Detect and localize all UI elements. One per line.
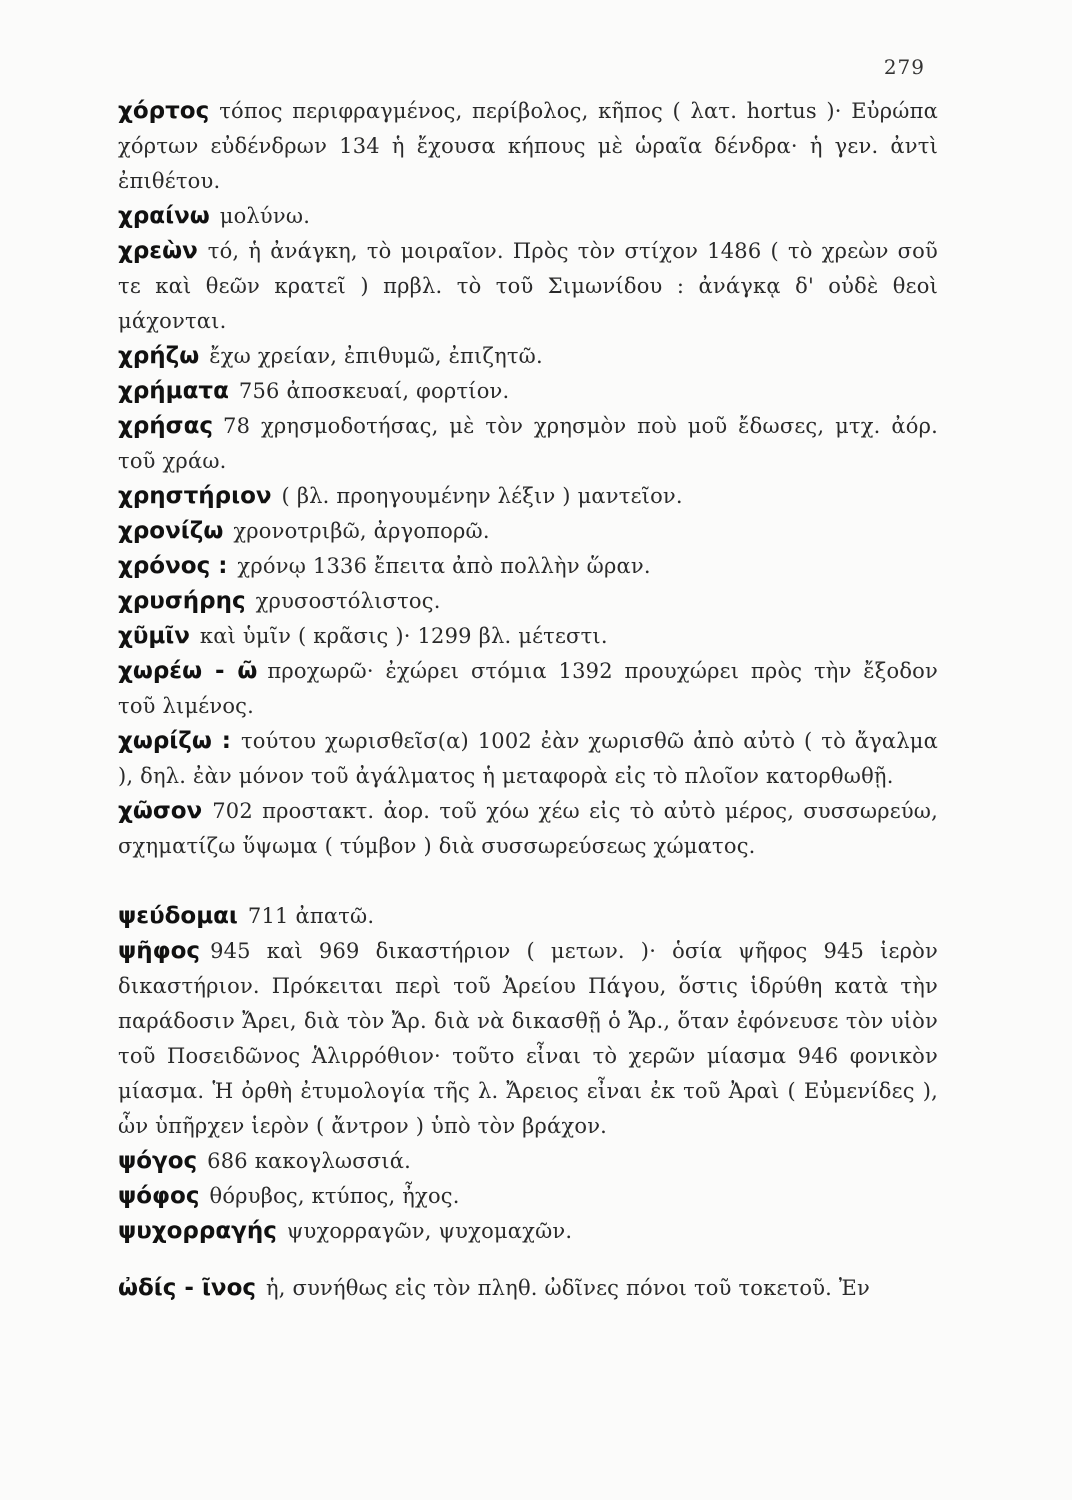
section-chi [118, 94, 938, 864]
headword: ψυχορραγής [118, 1218, 277, 1244]
headword: χρυσήρης [118, 588, 246, 614]
headword: χρήζω [118, 343, 200, 369]
headword: χρόνος : [118, 553, 228, 579]
definition: προχωρῶ· ἐχώρει στόμια 1392 προυχώρει πρὸς τὴν ἔξοδον τοῦ λιμένος. [118, 659, 938, 718]
entry-chronizo [118, 514, 938, 549]
entry-chrizo [118, 339, 938, 374]
headword: χῦμῖν [118, 623, 190, 649]
entry-choson [118, 794, 938, 864]
definition: χρονοτριβῶ, ἀργοπορῶ. [233, 519, 490, 543]
headword: ψόφος [118, 1183, 200, 1209]
entry-psephos [118, 934, 938, 1144]
section-gap [118, 864, 938, 899]
definition: τόπος περιφραγμένος, περίβολος, κῆπος ( λατ. hortus )· Εὐρώπα χόρτων εὐδένδρων 134 ἡ ἔχουσα κήπους μὲ ὡραῖα δένδρα· ἡ γεν. ἀντὶ ἐπιθέτου. [118, 99, 938, 193]
definition: 756 ἀποσκευαί, φορτίον. [238, 379, 510, 403]
entry-pseudomai [118, 899, 938, 934]
section-omega [118, 1271, 938, 1306]
page-number: 279 [883, 55, 925, 79]
entry-psychorrages [118, 1214, 938, 1249]
definition: χρόνῳ 1336 ἔπειτα ἀπὸ πολλὴν ὥραν. [237, 554, 651, 578]
headword: ψεύδομαι [118, 903, 238, 929]
headword: ψῆφος [118, 938, 201, 964]
definition: θόρυβος, κτύπος, ἦχος. [209, 1184, 460, 1208]
definition: τό, ἡ ἀνάγκη, τὸ μοιραῖον. Πρὸς τὸν στίχον 1486 ( τὸ χρεὼν σοῦ τε καὶ θεῶν κρατεῖ ) πρβλ. τὸ τοῦ Σιμωνίδου : ἀνάγκᾳ δ' οὐδὲ θεοὶ μάχονται. [118, 239, 938, 333]
headword: χωρέω - ῶ [118, 658, 258, 684]
headword: ψόγος [118, 1148, 198, 1174]
definition: μολύνω. [219, 204, 311, 228]
entry-chreon [118, 234, 938, 339]
headword: χρήσας [118, 413, 214, 439]
entry-chremata [118, 374, 938, 409]
headword: χρήματα [118, 378, 229, 404]
entry-chraino [118, 199, 938, 234]
definition: τούτου χωρισθεῖσ(α) 1002 ἐὰν χωρισθῶ ἀπὸ αὐτὸ ( τὸ ἄγαλμα ), δηλ. ἐὰν μόνον τοῦ ἀγάλματος ἡ μεταφορὰ εἰς τὸ πλοῖον κατορθωθῇ. [118, 729, 938, 788]
headword: χρονίζω [118, 518, 224, 544]
headword: χραίνω [118, 203, 210, 229]
entry-chronos [118, 549, 938, 584]
glossary-content [118, 94, 938, 1306]
definition: 945 καὶ 969 δικαστήριον ( μετων. )· ὁσία ψῆφος 945 ἱερὸν δικαστήριον. Πρόκειται περὶ τοῦ Ἀρείου Πάγου, ὅστις ἱδρύθη κατὰ τὴν παράδοσιν Ἄρει, διὰ τὸν Ἄρ. διὰ νὰ δικασθῇ ὁ Ἄρ., ὅταν ἐφόνευσε τὸν υἱὸν τοῦ Ποσειδῶνος Ἁλιρρόθιον· τοῦτο εἶναι τὸ χερῶν μίασμα 946 φονικὸν μίασμα. Ἡ ὀρθὴ ἐτυμολογία τῆς λ. Ἄρειος εἶναι ἐκ τοῦ Ἀραὶ ( Εὐμενίδες ), ὧν ὑπῆρχεν ἱερὸν ( ἄντρον ) ὑπὸ τὸν βράχον. [118, 939, 938, 1138]
entry-chymin [118, 619, 938, 654]
entry-chresas [118, 409, 938, 479]
entry-chryseres [118, 584, 938, 619]
entry-odis [118, 1271, 938, 1306]
section-psi [118, 899, 938, 1249]
headword: χρεὼν [118, 238, 198, 264]
definition: ψυχορραγῶν, ψυχομαχῶν. [286, 1219, 573, 1243]
headword: χρηστήριον [118, 483, 272, 509]
headword: ὠδίς - ῖνος [118, 1275, 257, 1301]
entry-psophos [118, 1179, 938, 1214]
entry-choreo [118, 654, 938, 724]
definition: 711 ἀπατῶ. [247, 904, 375, 928]
definition: 686 κακογλωσσιά. [207, 1149, 411, 1173]
definition: ( βλ. προηγουμένην λέξιν ) μαντεῖον. [281, 484, 683, 508]
entry-chresterion [118, 479, 938, 514]
definition: ἔχω χρείαν, ἐπιθυμῶ, ἐπιζητῶ. [209, 344, 543, 368]
headword: χωρίζω : [118, 728, 231, 754]
definition: 702 προστακτ. ἀορ. τοῦ χόω χέω εἰς τὸ αὐτὸ μέρος, συσσωρεύω, σχηματίζω ὕψωμα ( τύμβον ) διὰ συσσωρεύσεως χώματος. [118, 799, 938, 858]
definition: 78 χρησμοδοτήσας, μὲ τὸν χρησμὸν ποὺ μοῦ ἔδωσες, μτχ. ἀόρ. τοῦ χράω. [118, 414, 938, 473]
entry-chortos [118, 94, 938, 199]
headword: χῶσον [118, 798, 203, 824]
section-gap [118, 1249, 938, 1271]
definition: χρυσοστόλιστος. [255, 589, 441, 613]
definition: καὶ ὑμῖν ( κρᾶσις )· 1299 βλ. μέτεστι. [199, 624, 608, 648]
entry-chorizo [118, 724, 938, 794]
definition: ἡ, συνήθως εἰς τὸν πληθ. ὠδῖνες πόνοι τοῦ τοκετοῦ. Ἐν [266, 1276, 871, 1300]
headword: χόρτος [118, 98, 210, 124]
entry-psogos [118, 1144, 938, 1179]
